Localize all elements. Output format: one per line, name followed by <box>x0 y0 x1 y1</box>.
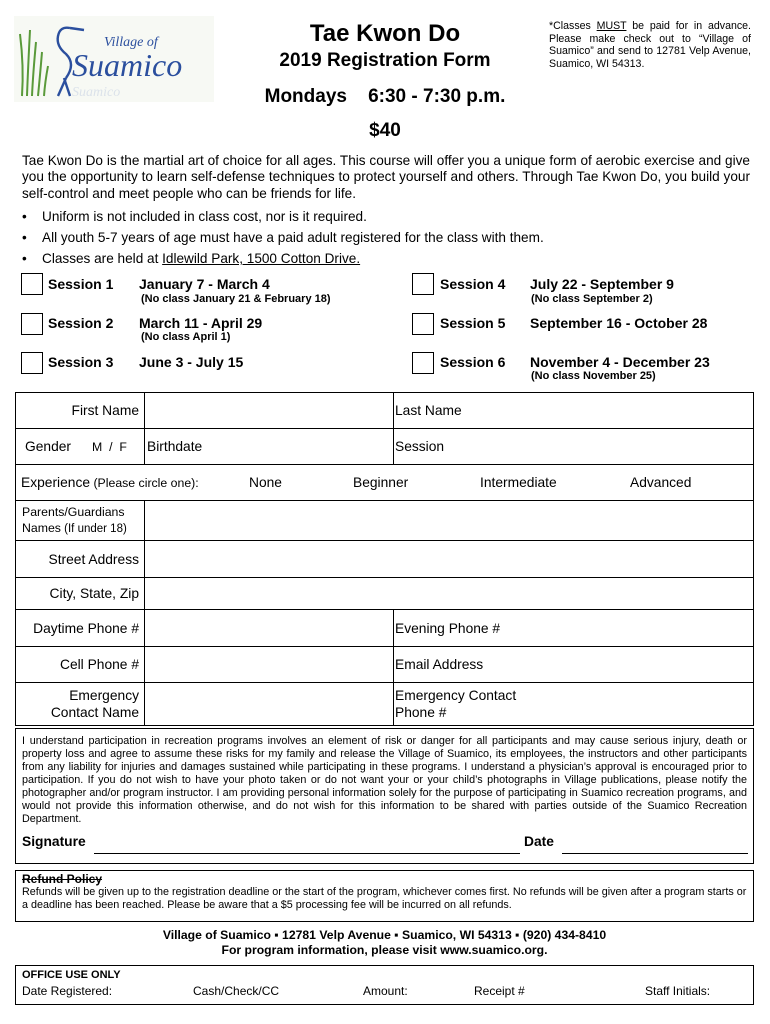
session-field[interactable] <box>476 429 752 464</box>
street-field[interactable] <box>145 541 752 577</box>
office-payment: Cash/Check/CC <box>193 984 280 998</box>
session-4-note: (No class September 2) <box>531 293 653 305</box>
class-price: $40 <box>369 120 401 141</box>
email-field[interactable] <box>516 647 752 682</box>
session-2-note: (No class April 1) <box>141 331 231 343</box>
signature-label: Signature <box>22 834 86 849</box>
session-4-checkbox[interactable] <box>412 273 434 295</box>
city-label: City, State, Zip <box>49 586 139 601</box>
logo-small-text: Village of <box>104 35 158 50</box>
emergency-row <box>16 683 753 725</box>
cell-row <box>16 647 753 683</box>
intro-paragraph: Tae Kwon Do is the martial art of choice for all ages. This course will offer you a unique form of aerobic exercise and give you the opportunity to learn self-defense techniques to protect yourself and others. Through Tae Kwon Do, you build your self-control and meet people who can be friends for life. <box>22 153 750 201</box>
street-row <box>16 541 753 578</box>
office-amount: Amount: <box>363 984 408 998</box>
session-2-name: Session 2 <box>48 315 114 331</box>
first-name-label: First Name <box>71 403 139 418</box>
signature-line[interactable] <box>94 853 520 854</box>
date-label: Date <box>524 834 554 849</box>
session-3-name: Session 3 <box>48 354 114 370</box>
daytime-phone-label: Daytime Phone # <box>33 620 139 636</box>
refund-title: Refund Policy <box>22 872 103 886</box>
parents-label: Parents/Guardians Names (If under 18) <box>22 505 127 535</box>
bullet-youth: • All youth 5-7 years of age must have a paid adult registered for the class with them. <box>22 227 722 248</box>
session-1-dates: January 7 - March 4 <box>139 276 270 292</box>
office-title: OFFICE USE ONLY <box>22 969 121 981</box>
page-title: Tae Kwon Do <box>309 20 461 47</box>
evening-phone-label: Evening Phone # <box>395 620 501 636</box>
office-date-registered: Date Registered: <box>22 984 113 998</box>
session-6-dates: November 4 - December 23 <box>530 354 710 370</box>
parents-row <box>16 501 753 541</box>
footer-address: Village of Suamico ▪ 12781 Velp Avenue ▪ Suamico, WI 54313 ▪ (920) 434-8410 <box>162 928 607 942</box>
daytime-phone-field[interactable] <box>145 610 393 646</box>
first-name-field[interactable] <box>145 393 393 428</box>
session-5-dates: September 16 - October 28 <box>530 315 708 331</box>
birthdate-field[interactable] <box>238 429 393 464</box>
city-field[interactable] <box>145 578 752 609</box>
session-3-dates: June 3 - July 15 <box>139 354 244 370</box>
street-label: Street Address <box>48 551 139 567</box>
footer <box>15 928 754 958</box>
name-row <box>16 393 753 429</box>
office-receipt: Receipt # <box>474 984 525 998</box>
session-4-name: Session 4 <box>440 276 506 292</box>
session-6-note: (No class November 25) <box>531 370 656 382</box>
gender-label: Gender <box>25 439 72 454</box>
bullet-location: • Classes are held at Idlewild Park, 1500 Cotton Drive. <box>22 248 722 269</box>
session-3-checkbox[interactable] <box>21 352 43 374</box>
city-row <box>16 578 753 610</box>
village-logo <box>14 16 214 102</box>
session-2-dates: March 11 - April 29 <box>139 315 263 331</box>
date-line[interactable] <box>562 853 748 854</box>
session-5-checkbox[interactable] <box>412 313 434 335</box>
experience-row <box>16 465 753 501</box>
cell-phone-field[interactable] <box>145 647 393 682</box>
emergency-name-label: Emergency Contact Name <box>50 688 139 720</box>
info-bullets <box>22 206 722 269</box>
session-2-checkbox[interactable] <box>21 313 43 335</box>
refund-policy <box>15 870 754 922</box>
payment-notice: *Classes MUST be paid for in advance. Please make check out to “Village of Suamico” and send to 12781 Velp Avenue, Suamico, WI 54313. <box>549 20 751 70</box>
email-label: Email Address <box>395 657 484 672</box>
experience-beginner[interactable]: Beginner <box>353 475 409 490</box>
emergency-name-field[interactable] <box>145 683 393 725</box>
emergency-phone-label: Emergency Contact Phone # <box>395 688 517 720</box>
emergency-phone-field[interactable] <box>546 683 752 725</box>
experience-none[interactable]: None <box>249 475 282 490</box>
registration-form <box>15 392 754 726</box>
refund-text: Refunds will be given up to the registration deadline or the start of the program, whichever comes first. No refunds will be given after a program starts or a deadline has been reached. Please be aware that a $5 processing fee will be incurred on all refunds. <box>22 886 747 911</box>
cell-phone-label: Cell Phone # <box>59 657 139 672</box>
footer-website: For program information, please visit www.suamico.org. <box>221 943 548 957</box>
session-5-name: Session 5 <box>440 315 506 331</box>
class-schedule: Mondays 6:30 - 7:30 p.m. <box>264 86 506 107</box>
experience-intermediate[interactable]: Intermediate <box>480 475 557 490</box>
session-1-checkbox[interactable] <box>21 273 43 295</box>
page-subtitle: 2019 Registration Form <box>279 50 491 71</box>
session-6-checkbox[interactable] <box>412 352 434 374</box>
session-6-name: Session 6 <box>440 354 506 370</box>
experience-label: Experience (Please circle one): <box>21 475 199 490</box>
office-use-box <box>15 965 754 1005</box>
office-staff-initials: Staff Initials: <box>645 984 711 998</box>
gender-options[interactable]: M / F <box>92 439 127 454</box>
parents-field[interactable] <box>145 501 752 540</box>
session-1-note: (No class January 21 & February 18) <box>141 293 331 305</box>
logo-big-text: Suamico <box>72 47 183 83</box>
evening-phone-field[interactable] <box>526 610 752 646</box>
session-label: Session <box>395 439 445 454</box>
bullet-uniform: • Uniform is not included in class cost, nor is it required. <box>22 206 722 227</box>
phone-row <box>16 610 753 647</box>
experience-advanced[interactable]: Advanced <box>630 475 692 490</box>
session-4-dates: July 22 - September 9 <box>530 276 674 292</box>
last-name-field[interactable] <box>516 393 752 428</box>
session-1-name: Session 1 <box>48 276 114 292</box>
liability-waiver <box>15 728 754 864</box>
birthdate-label: Birthdate <box>147 439 203 454</box>
gender-row <box>16 429 753 465</box>
waiver-text: I understand participation in recreation programs involves an element of risk or danger for all participants and may cause serious injury, death or property loss and agree to assume these risks for my family and release the Village of Suamico, its employees, the instructors and other participants from any liability for injuries and damages sustained while participating in these programs. I understand a physician’s approval is encouraged prior to participation. If you do not wish to have your photo taken or do not want your or your child’s photographs in Village publications, please notify the photographer and/or program instructor. I am providing personal information solely for the purpose of participating in Suamico recreation programs, and would not provide this information otherwise, and do not wish for this information to be shared with parties outside of the Suamico Recreation Department. <box>22 735 747 825</box>
logo-reflection: Suamico <box>72 85 121 100</box>
last-name-label: Last Name <box>395 403 462 418</box>
